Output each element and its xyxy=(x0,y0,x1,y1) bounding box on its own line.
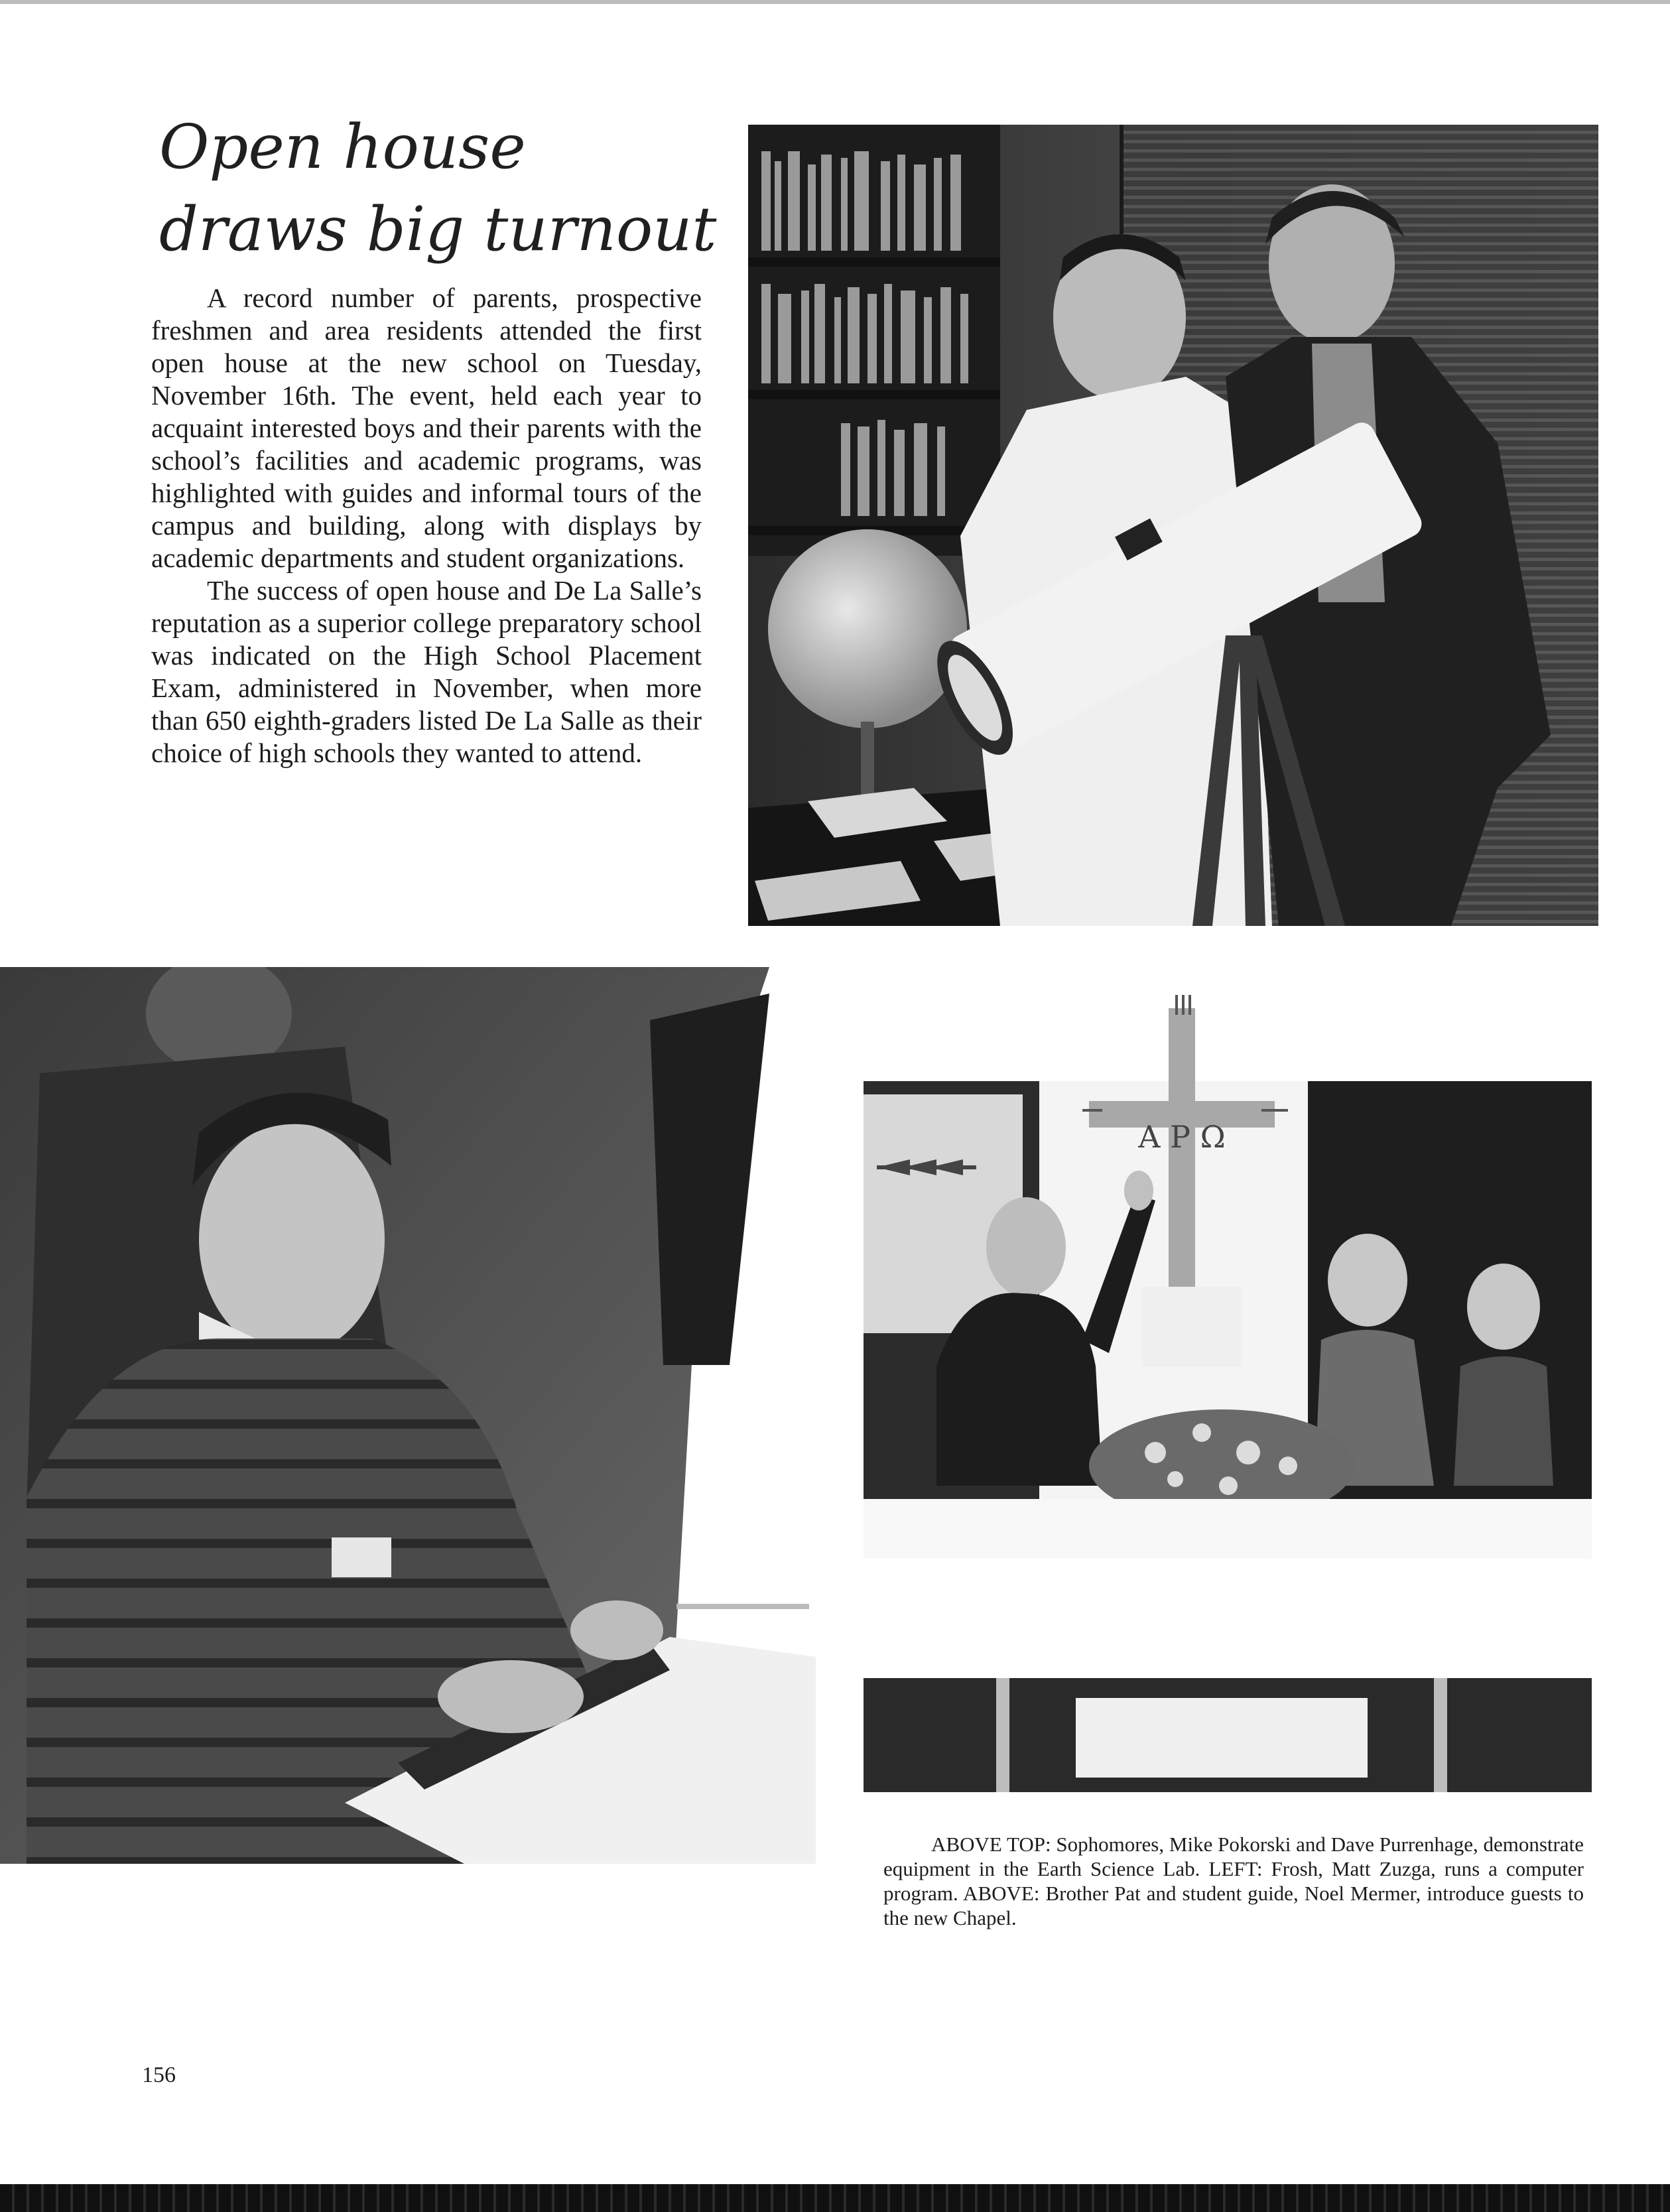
article-paragraph-2: The success of open house and De La Salle’s reputation as a superior college preparatory school was indicated on the High School Placement Exam, administered in November, when more than 650 eighth-graders listed De La Salle as their choice of high schools they wanted to attend. xyxy=(151,575,702,768)
telescope-photo-image xyxy=(748,125,1598,926)
page-number: 156 xyxy=(142,2063,176,2087)
chapel-photo xyxy=(864,995,1592,1792)
article-body xyxy=(151,282,702,769)
article-paragraph-1: A record number of parents, prospective freshmen and area residents attended the first open house at the new school on Tuesday, November 16th. The event, held each year to acquaint interested boys and their parents with the school’s facilities and academic programs, was highlighted with guides and informal tours of the campus and building, along with displays by academic departments and student organizations. xyxy=(151,283,702,573)
computer-photo xyxy=(0,967,816,1864)
top-edge xyxy=(0,0,1670,4)
photo-caption: ABOVE TOP: Sophomores, Mike Pokorski and Dave Purrenhage, demonstrate equipment in the Earth Science Lab. LEFT: Frosh, Matt Zuzga, runs a computer program. ABOVE: Brother Pat and student guide, Noel Mermer, introduce guests to the new Chapel. xyxy=(883,1833,1584,1929)
chapel-photo-image xyxy=(864,995,1592,1792)
article-headline: Open house draws big turnout xyxy=(159,111,717,265)
computer-photo-image xyxy=(0,967,816,1864)
telescope-photo xyxy=(748,125,1598,926)
bottom-edge xyxy=(0,2184,1670,2212)
cross-letters: Α P Ω xyxy=(1138,1119,1226,1155)
